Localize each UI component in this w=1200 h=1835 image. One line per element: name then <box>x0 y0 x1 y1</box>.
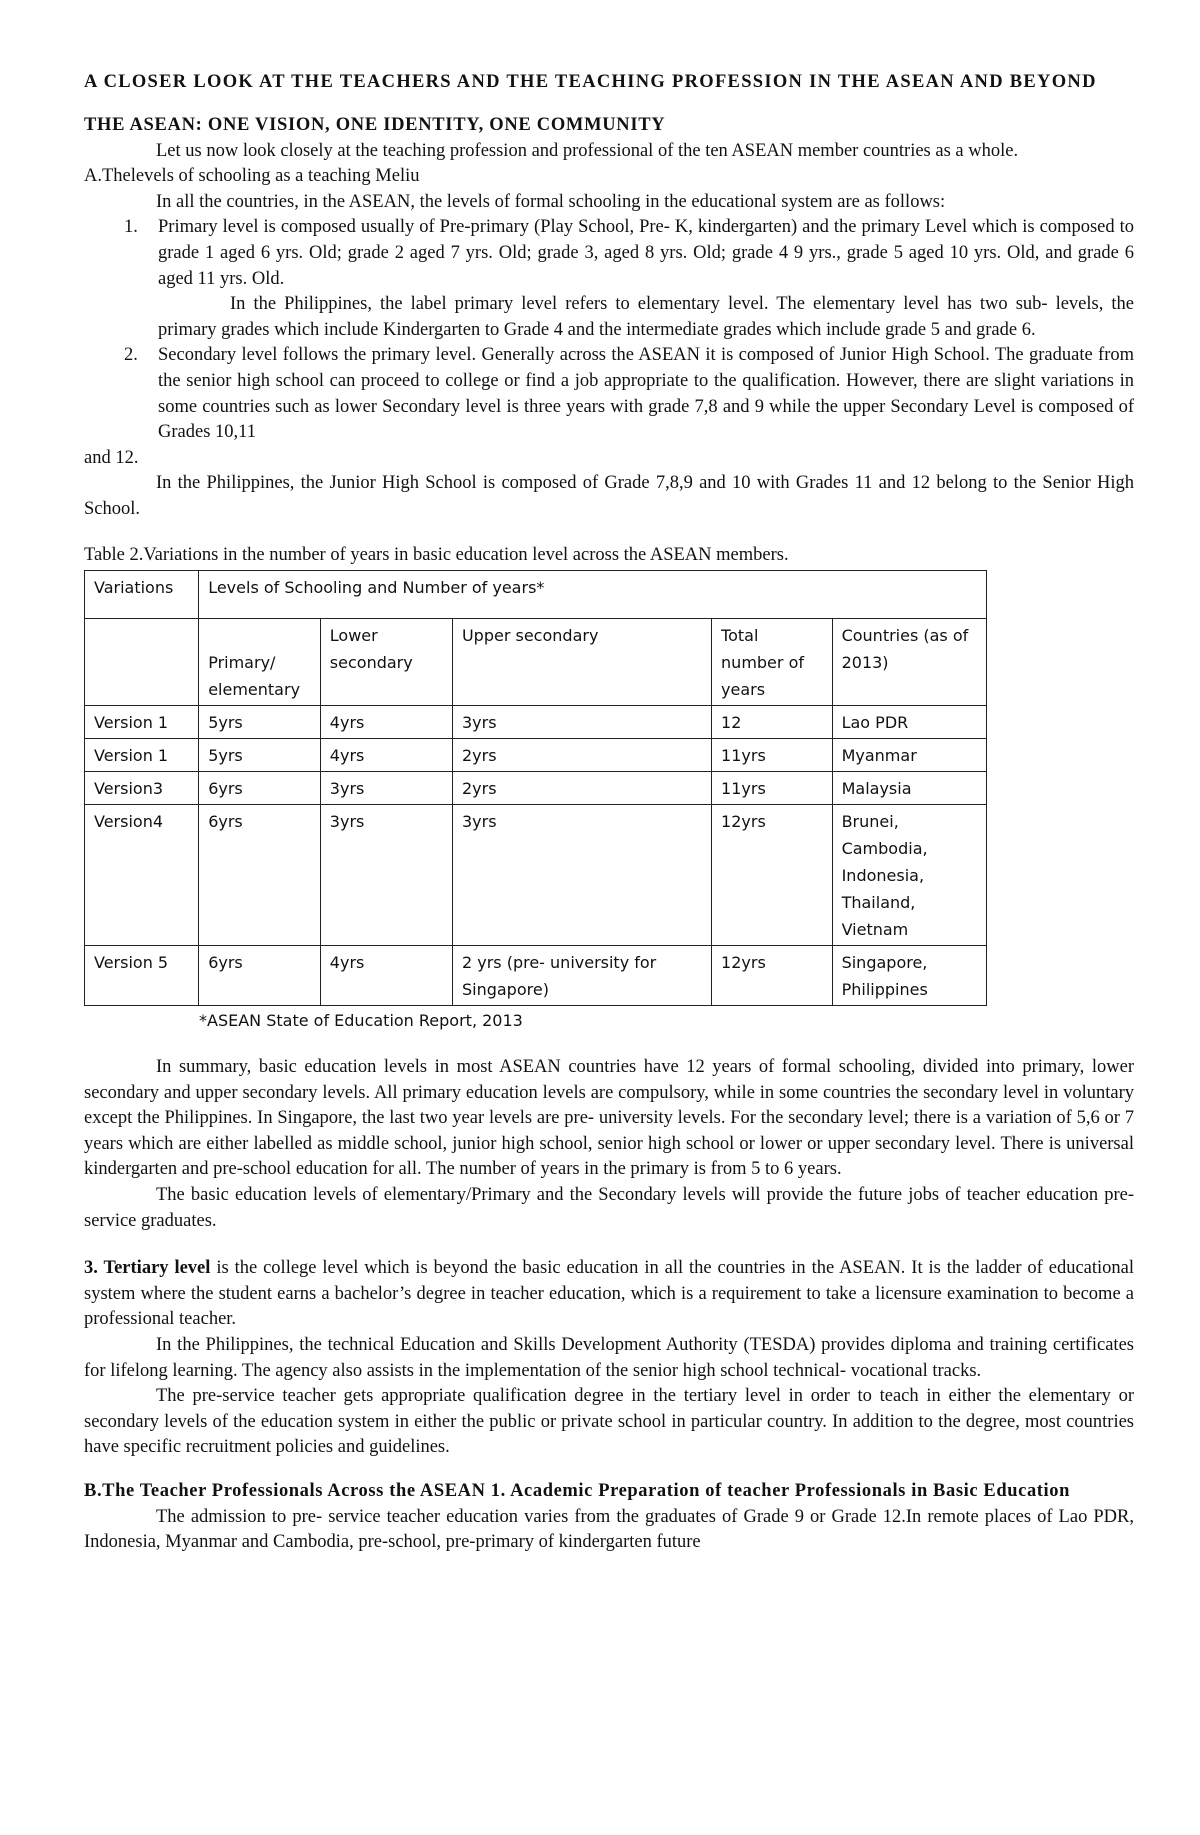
table-cell: Version 1 <box>85 706 199 739</box>
tertiary-paragraph <box>84 1256 1134 1333</box>
table-cell: Brunei, Cambodia, Indonesia, Thailand, Vietnam <box>832 805 986 946</box>
table-cell: 2 yrs (pre- university for Singapore) <box>452 946 711 1006</box>
schooling-levels-list <box>84 215 1134 445</box>
table-source-note: *ASEAN State of Education Report, 2013 <box>199 1011 523 1031</box>
list-tail-text: and 12. <box>84 447 139 468</box>
table-cell: 6yrs <box>199 772 321 805</box>
philippines-jhs-note: In the Philippines, the Junior High School is composed of Grade 7,8,9 and 10 with Grades 11 and 12 belong to the Senior High School. <box>84 473 1134 519</box>
section-b-heading: B.The Teacher Professionals Across the ASEAN 1. Academic Preparation of teacher Professionals in Basic Education <box>84 1481 1071 1501</box>
table-cell: 2yrs <box>452 772 711 805</box>
subheader-lower-secondary: Lower secondary <box>320 619 452 706</box>
table-cell: 12yrs <box>712 805 833 946</box>
section-subtitle: THE ASEAN: ONE VISION, ONE IDENTITY, ONE COMMUNITY <box>84 115 666 135</box>
tertiary-text: is the college level which is beyond the basic education in all the countries in the ASEAN. It is the ladder of educational system where the student earns a bachelor’s degree in teacher education, which is a requirement to take a licensure examination to become a professional teacher. <box>84 1258 1134 1330</box>
table-row <box>85 706 987 739</box>
table-cell: 12yrs <box>712 946 833 1006</box>
document-body <box>84 70 1134 1556</box>
table-cell: 4yrs <box>320 706 452 739</box>
table-cell: 3yrs <box>452 706 711 739</box>
header-levels: Levels of Schooling and Number of years* <box>199 571 987 619</box>
basic-levels-paragraph: The basic education levels of elementary/Primary and the Secondary levels will provide the future jobs of teacher education pre-service graduates. <box>84 1185 1134 1231</box>
subheader-total-years: Total number of years <box>712 619 833 706</box>
table-cell: Malaysia <box>832 772 986 805</box>
section-a-heading: A.Thelevels of schooling as a teaching Meliu <box>84 166 420 187</box>
subheader-primary: Primary/ elementary <box>199 619 321 706</box>
table-cell: Singapore, Philippines <box>832 946 986 1006</box>
table-cell: 4yrs <box>320 739 452 772</box>
tesda-paragraph: In the Philippines, the technical Education and Skills Development Authority (TESDA) provides diploma and training certificates for lifelong learning. The agency also assists in the implementation of the senior high school technical- vocational tracks. <box>84 1335 1134 1381</box>
table-cell: Version4 <box>85 805 199 946</box>
table-cell: 3yrs <box>452 805 711 946</box>
preservice-paragraph: The pre-service teacher gets appropriate qualification degree in the tertiary level in order to teach in either the elementary or secondary levels of the education system in either the public or private school in particular country. In addition to the degree, most countries have specific recruitment policies and guidelines. <box>84 1386 1134 1458</box>
section-a-lead: In all the countries, in the ASEAN, the levels of formal schooling in the educational system are as follows: <box>156 191 946 212</box>
basic-education-table <box>84 570 987 1006</box>
table-cell: 4yrs <box>320 946 452 1006</box>
table-cell: Version3 <box>85 772 199 805</box>
list-item-text: Secondary level follows the primary level. Generally across the ASEAN it is composed of Junior High School. The graduate from the senior high school can proceed to college or find a job appropriate to the qualification. However, there are slight variations in some countries such as lower Secondary level is three years with grade 7,8 and 9 while the upper Secondary Level is composed of Grades 10,11 <box>158 345 1134 443</box>
table-row <box>85 739 987 772</box>
table-caption: Table 2.Variations in the number of years in basic education level across the ASEAN members. <box>84 544 789 565</box>
section-b-paragraph: The admission to pre- service teacher education varies from the graduates of Grade 9 or Grade 12.In remote places of Lao PDR, Indonesia, Myanmar and Cambodia, pre-school, pre-primary of kindergarten future <box>84 1506 1134 1553</box>
table-header-row <box>85 571 987 619</box>
subheader-countries: Countries (as of 2013) <box>832 619 986 706</box>
table-cell: 3yrs <box>320 772 452 805</box>
header-variations: Variations <box>85 571 199 619</box>
table-row <box>85 772 987 805</box>
list-number: 2. <box>124 345 138 366</box>
table-cell: 11yrs <box>712 739 833 772</box>
table-cell: 11yrs <box>712 772 833 805</box>
list-item <box>84 215 1134 343</box>
table-cell: Myanmar <box>832 739 986 772</box>
table-subheader-row <box>85 619 987 706</box>
list-number: 1. <box>124 217 138 238</box>
table-cell: 6yrs <box>199 946 321 1006</box>
subheader-upper-secondary: Upper secondary <box>452 619 711 706</box>
table-cell: 2yrs <box>452 739 711 772</box>
table-cell: 5yrs <box>199 706 321 739</box>
table-cell: Version 5 <box>85 946 199 1006</box>
table-cell: Version 1 <box>85 739 199 772</box>
document-title: A CLOSER LOOK AT THE TEACHERS AND THE TEACHING PROFESSION IN THE ASEAN AND BEYOND <box>84 72 1097 92</box>
list-item-text: Primary level is composed usually of Pre-primary (Play School, Pre- K, kindergarten) and the primary Level which is composed to grade 1 aged 6 yrs. Old; grade 2 aged 7 yrs. Old; grade 3, aged 8 yrs. Old; grade 4 9 yrs., grade 5 aged 10 yrs. Old, and grade 6 aged 11 yrs. Old. <box>158 217 1134 289</box>
summary-paragraph: In summary, basic education levels in most ASEAN countries have 12 years of formal schooling, divided into primary, lower secondary and upper secondary levels. All primary education levels are compulsory, while in some countries the secondary level in voluntary except the Philippines. In Singapore, the last two year levels are pre- university levels. For the secondary level; there is a variation of 5,6 or 7 years which are either labelled as middle school, junior high school, senior high school or lower or upper secondary level. There is universal kindergarten and pre-school education for all. The number of years in the primary is from 5 to 6 years. <box>84 1057 1134 1180</box>
tertiary-label: 3. Tertiary level <box>84 1258 211 1279</box>
table-cell: 6yrs <box>199 805 321 946</box>
list-item <box>84 343 1134 445</box>
list-item-subtext: In the Philippines, the label primary level refers to elementary level. The elementary level has two sub- levels, the primary grades which include Kindergarten to Grade 4 and the intermediate grades which include grade 5 and grade 6. <box>158 294 1134 340</box>
table-cell: 3yrs <box>320 805 452 946</box>
subheader-empty <box>85 619 199 706</box>
intro-paragraph: Let us now look closely at the teaching profession and professional of the ten ASEAN member countries as a whole. <box>156 140 1019 161</box>
table-row <box>85 805 987 946</box>
table-cell: 5yrs <box>199 739 321 772</box>
table-row <box>85 946 987 1006</box>
table-cell: 12 <box>712 706 833 739</box>
table-cell: Lao PDR <box>832 706 986 739</box>
